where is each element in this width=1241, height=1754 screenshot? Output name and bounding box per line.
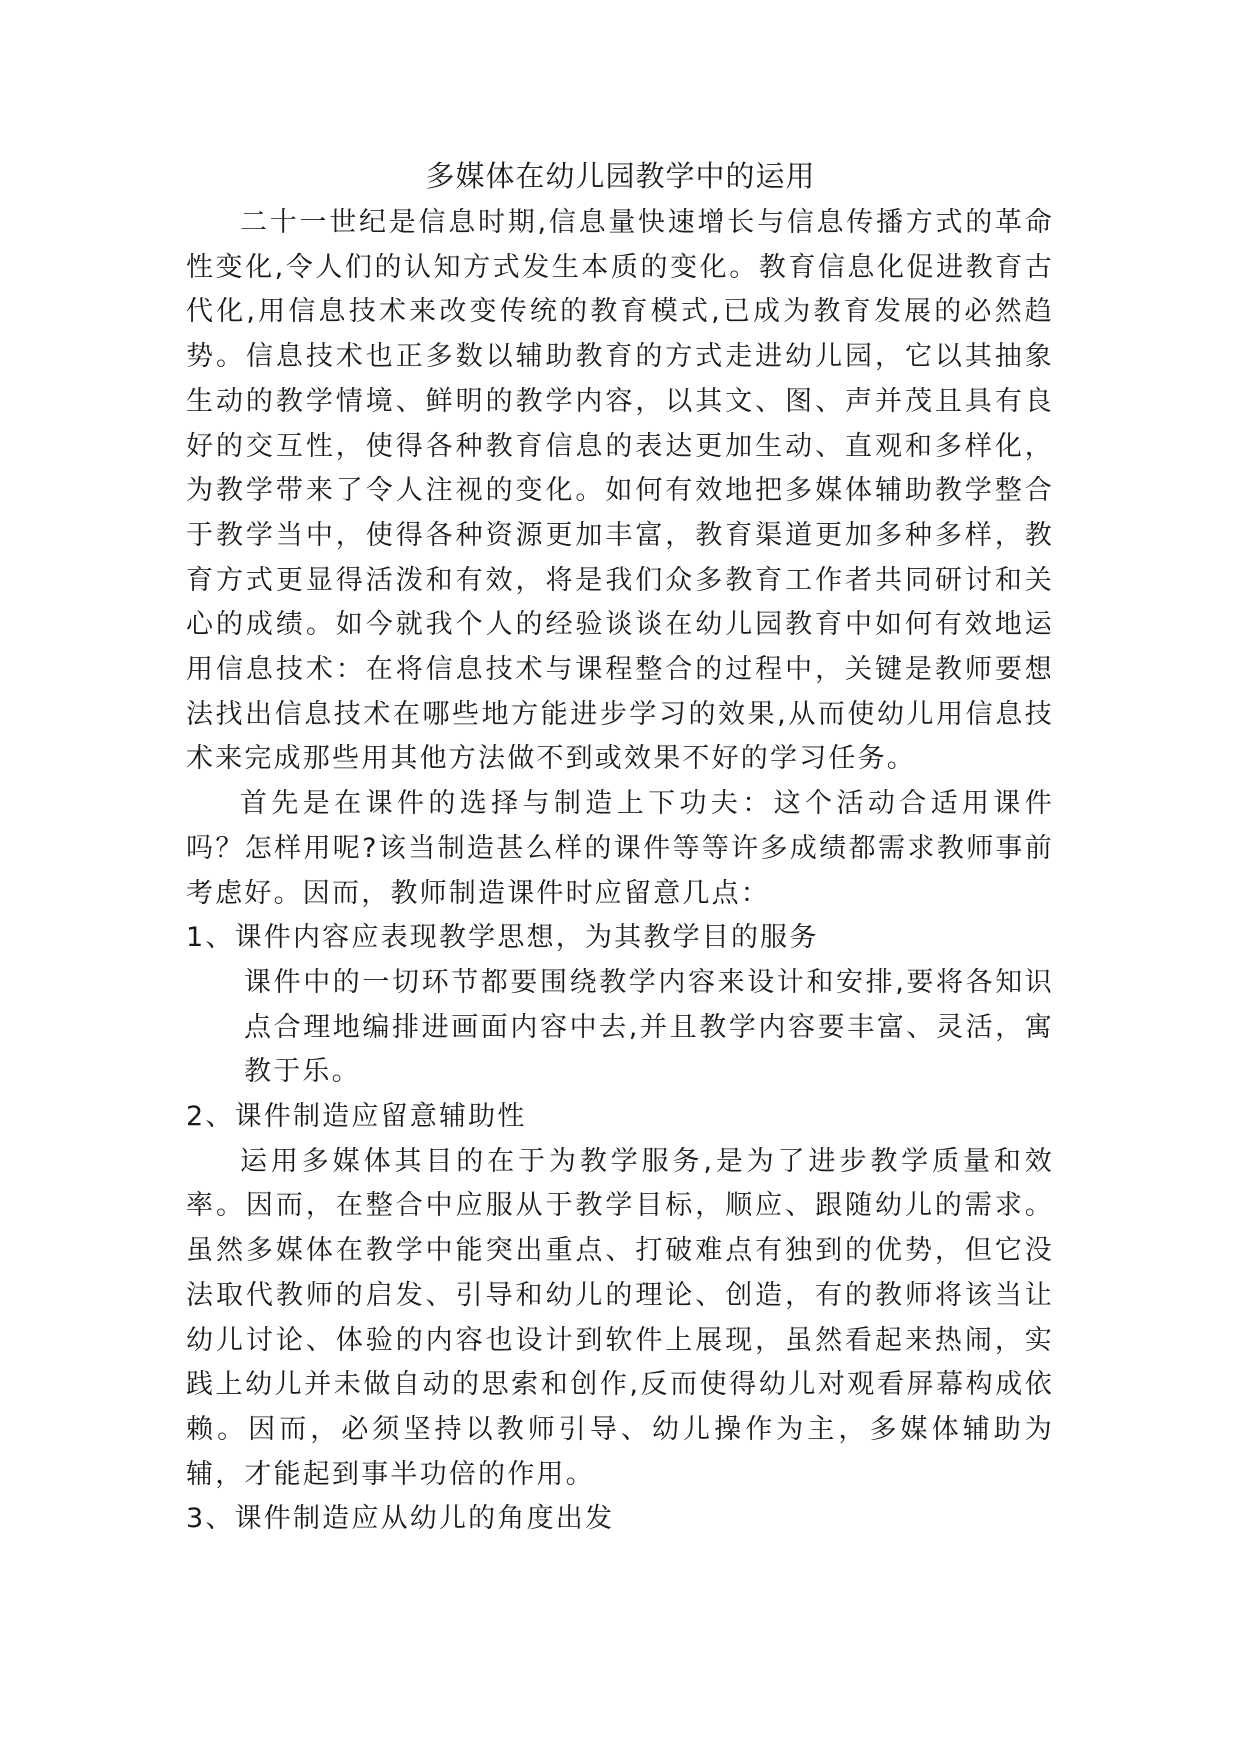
heading-point-3: 3、课件制造应从幼儿的角度出发 <box>186 1503 615 1535</box>
heading-point-2: 2、课件制造应留意辅助性 <box>186 1101 527 1133</box>
paragraph-point-1: 课件中的一切环节都要围绕教学内容来设计和安排,要将各知识点合理地编排进画面内容中去,并且教学内容要丰富、灵活，寓教于乐。 <box>244 966 1054 1088</box>
paragraph-intro: 二十一世纪是信息时期,信息量快速增长与信息传播方式的革命性变化,令人们的认知方式发生本质的变化。教育信息化促进教育古代化,用信息技术来改变传统的教育模式,已成为教育发展的必然趋势。信息技术也正多数以辅助教育的方式走进幼儿园，它以其抽象生动的教学情境、鲜明的教学内容，以其文、图、声并茂且具有良好的交互性，使得各种教育信息的表达更加生动、直观和多样化，为教学带来了令人注视的变化。如何有效地把多媒体辅助教学整合于教学当中，使得各种资源更加丰富，教育渠道更加多种多样，教育方式更显得活泼和有效，将是我们众多教育工作者共同研讨和关心的成绩。如今就我个人的经验谈谈在幼儿园教育中如何有效地运用信息技术：在将信息技术与课程整合的过程中，关键是教师要想法找出信息技术在哪些地方能进步学习的效果,从而使幼儿用信息技术来完成那些用其他方法做不到或效果不好的学习任务。 <box>186 207 1054 775</box>
document-title: 多媒体在幼儿园教学中的运用 <box>425 159 816 193</box>
paragraph-courseware-points: 首先是在课件的选择与制造上下功夫：这个活动合适用课件吗？怎样用呢?该当制造甚么样的课件等等许多成绩都需求教师事前考虑好。因而，教师制造课件时应留意几点： <box>186 788 1054 909</box>
paragraph-point-2: 运用多媒体其目的在于为教学服务,是为了进步教学质量和效率。因而，在整合中应服从于教学目标，顺应、跟随幼儿的需求。虽然多媒体在教学中能突出重点、打破难点有独到的优势，但它没法取代教师的启发、引导和幼儿的理论、创造，有的教师将该当让幼儿讨论、体验的内容也设计到软件上展现，虽然看起来热闹，实践上幼儿并未做自动的思索和创作,反而使得幼儿对观看屏幕构成依赖。因而，必须坚持以教师引导、幼儿操作为主，多媒体辅助为辅，才能起到事半功倍的作用。 <box>186 1145 1054 1490</box>
heading-point-1: 1、课件内容应表现教学思想，为其教学目的服务 <box>186 922 819 954</box>
document-body <box>186 201 1054 1542</box>
